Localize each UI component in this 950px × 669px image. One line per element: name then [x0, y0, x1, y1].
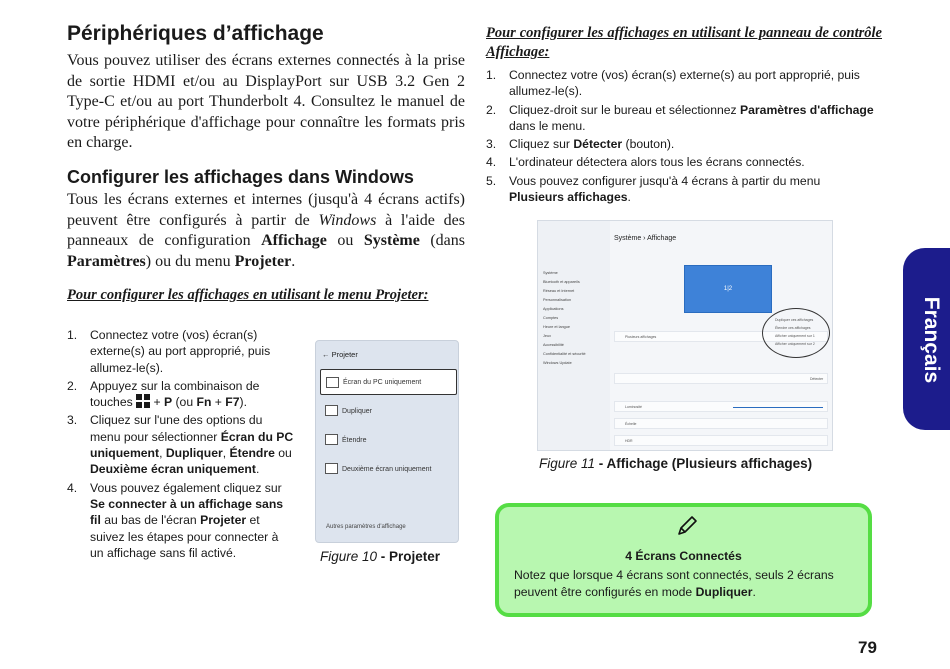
figure-11-caption: Figure 11 - Affichage (Plusieurs affichages) — [539, 456, 813, 471]
option-pc-screen-only[interactable]: Écran du PC uniquement — [320, 369, 457, 395]
hdr-row[interactable]: HDR — [614, 435, 828, 446]
detect-row[interactable]: Détecter — [614, 373, 828, 384]
projeter-panel-screenshot — [315, 340, 459, 543]
sidebar-item[interactable]: Personnalisation — [543, 298, 572, 302]
sidebar-item[interactable]: Accessibilité — [543, 343, 564, 347]
affichage-steps-list — [486, 67, 876, 207]
projeter-instructions-heading: Pour configurer les affichages en utilisant le menu Projeter: — [67, 287, 429, 303]
note-text: Notez que lorsque 4 écrans sont connectés, seuls 2 écrans peuvent être configurés en mode Dupliquer. — [514, 568, 834, 599]
affichage-instructions-heading: Pour configurer les affichages en utilisant le panneau de contrôle Affichage: — [486, 25, 882, 60]
note-box — [495, 503, 872, 617]
settings-breadcrumb: Système › Affichage — [614, 235, 677, 242]
sidebar-item[interactable]: Comptes — [543, 316, 559, 320]
monitor-icon — [325, 434, 338, 445]
settings-sidebar — [538, 221, 610, 450]
windows-key-icon — [136, 394, 150, 408]
list-item: 4. Vous pouvez également cliquez sur Se connecter à un affichage sans fil au bas de l'écran Projeter et suivez les étapes pour connecter à un affichage sans fil activé. — [67, 480, 284, 560]
sidebar-item[interactable]: Confidentialité et sécurité — [543, 352, 586, 356]
monitor-icon — [325, 405, 338, 416]
list-item: 1. Connectez votre (vos) écran(s) externe(s) au port approprié, puis allumez-le(s). — [67, 328, 271, 375]
option-extend[interactable]: Étendre — [320, 427, 457, 453]
pencil-icon — [676, 515, 698, 543]
list-item: 4. L'ordinateur détectera alors tous les écrans connectés. — [486, 155, 805, 170]
list-item: 3. Cliquez sur Détecter (bouton). — [486, 137, 675, 152]
subsection-heading: Configurer les affichages dans Windows — [67, 167, 414, 187]
list-item: 5. Vous pouvez configurer jusqu'à 4 écrans à partir du menu Plusieurs affichages. — [486, 173, 821, 205]
figure-10-caption: Figure 10 - Projeter — [320, 549, 441, 564]
sidebar-item[interactable]: Système — [543, 271, 558, 275]
sidebar-item[interactable]: Windows Update — [543, 361, 572, 365]
language-tab-label: Français — [920, 296, 943, 384]
multiple-displays-dropdown-callout: Dupliquer ces affichages Étendre ces affichages Afficher uniquement sur 1 Afficher uniquement sur 2 — [762, 308, 830, 358]
sidebar-item[interactable]: Applications — [543, 307, 564, 311]
display-settings-screenshot — [537, 220, 833, 451]
sidebar-item[interactable]: Réseau et Internet — [543, 289, 575, 293]
projeter-header: ← Projeter — [322, 350, 358, 359]
option-duplicate[interactable]: Dupliquer — [320, 398, 457, 424]
list-item: 2. Cliquez-droit sur le bureau et sélectionnez Paramètres d'affichage dans le menu. — [486, 102, 874, 133]
option-second-screen-only[interactable]: Deuxième écran uniquement — [320, 456, 457, 482]
brightness-row[interactable]: Luminosité — [614, 401, 828, 412]
list-item: 3. Cliquez sur l'une des options du menu pour sélectionner Écran du PC uniquement, Dupliquer, Étendre ou Deuxième écran uniquement. — [67, 413, 294, 477]
section-heading: Périphériques d’affichage — [67, 22, 324, 45]
list-item: 2. Appuyez sur la combinaison de touches + P (ou Fn + F7). — [67, 378, 260, 410]
monitor-icon — [326, 377, 339, 388]
windows-config-paragraph: Tous les écrans externes et internes (jusqu'à 4 écrans actifs) peuvent être configurés à partir de Windows à l'aide des panneaux de configuration Affichage ou Système (dans Paramètres) ou du menu Projeter. — [67, 191, 465, 270]
list-item: 1. Connectez votre (vos) écran(s) externe(s) au port approprié, puis allumez-le(s). — [486, 68, 860, 99]
sidebar-item[interactable]: Jeux — [543, 334, 552, 338]
monitor-arrangement[interactable]: 1|2 — [684, 265, 772, 313]
scale-row[interactable]: Échelle — [614, 418, 828, 429]
multiple-displays-row[interactable]: Plusieurs affichages — [614, 331, 828, 342]
page-number: 79 — [858, 638, 877, 657]
intro-paragraph: Vous pouvez utiliser des écrans externes connectés à la prise de sortie HDMI et/ou au DisplayPort sur USB 3.2 Gen 2 Type-C et/ou au port Thunderbolt 4. Consultez le manuel de votre périphérique d'affichage pour connaître les formats pris en charge. — [67, 52, 465, 151]
other-display-settings-link[interactable]: Autres paramètres d'affichage — [326, 524, 406, 530]
sidebar-item[interactable]: Bluetooth et appareils — [543, 280, 580, 284]
monitor-icon — [325, 463, 338, 474]
note-title: 4 Écrans Connectés — [625, 549, 742, 563]
sidebar-item[interactable]: Heure et langue — [543, 325, 571, 329]
projeter-steps-list — [67, 327, 295, 563]
